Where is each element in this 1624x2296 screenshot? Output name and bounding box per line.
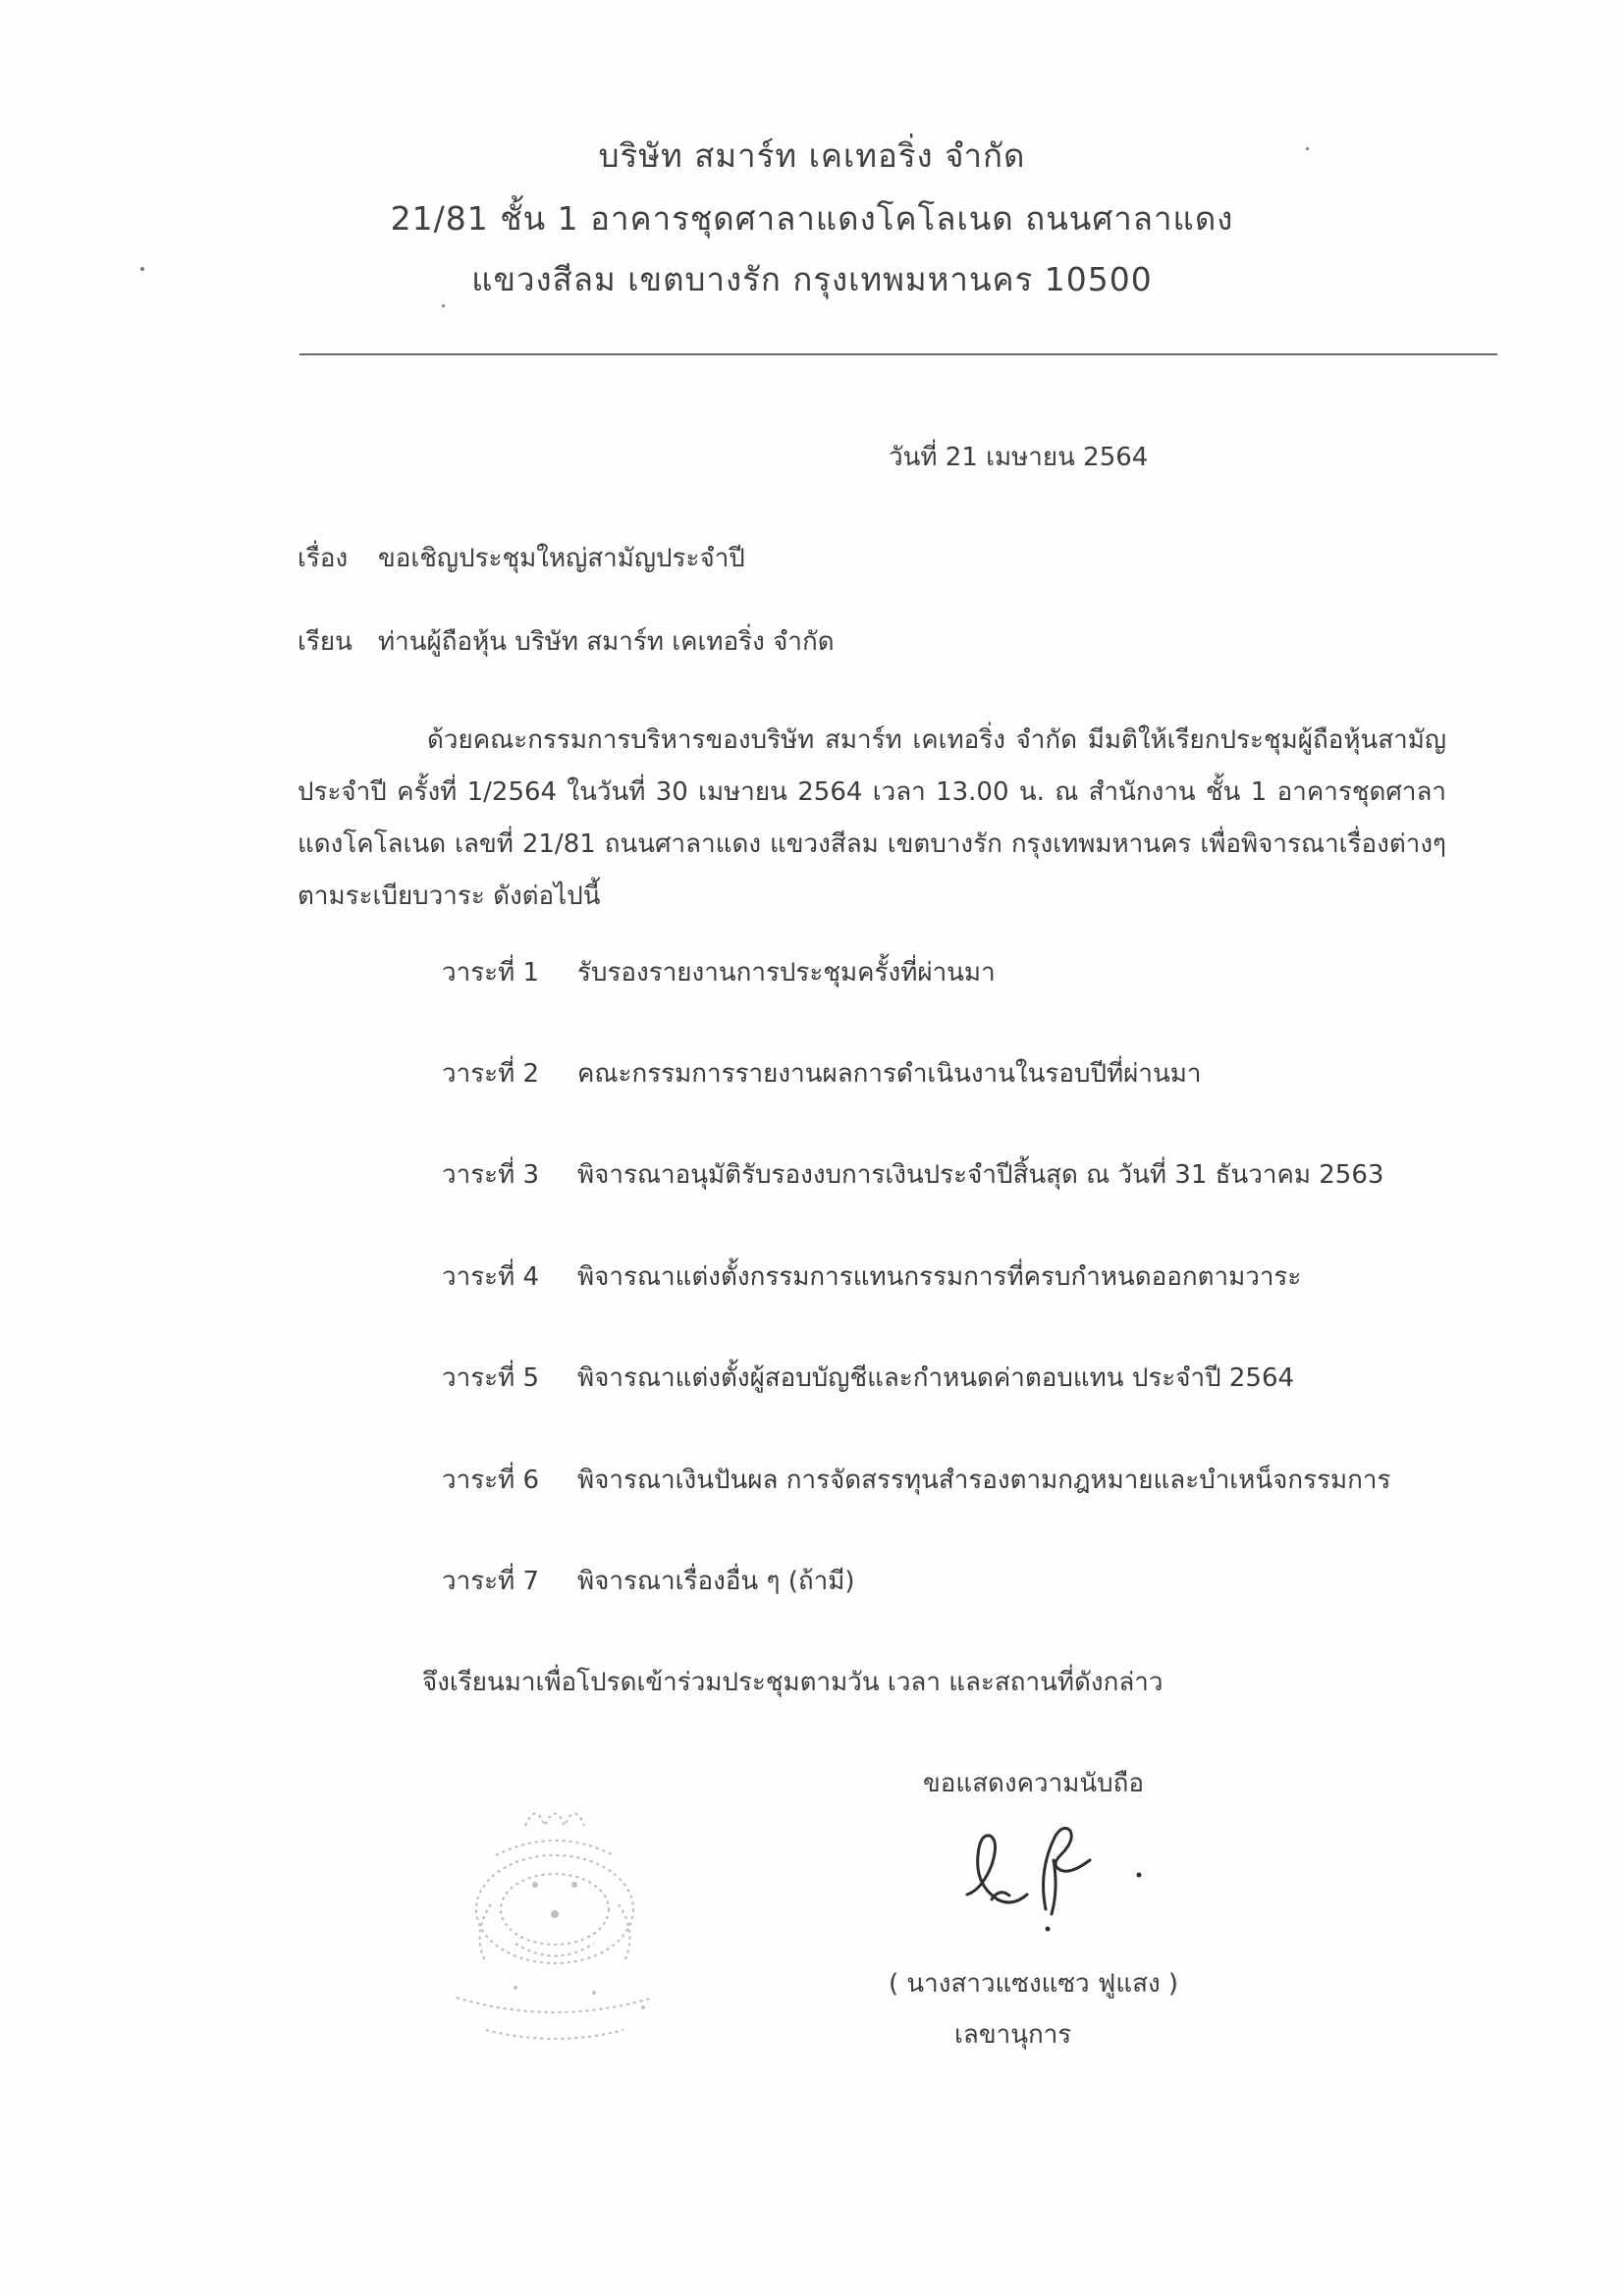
agenda-item-4-number: วาระที่ 4: [442, 1262, 540, 1292]
letter-date: วันที่ 21 เมษายน 2564: [889, 443, 1149, 472]
closing-line: จึงเรียนมาเพื่อโปรดเข้าร่วมประชุมตามวัน เวลา และสถานที่ดังกล่าว: [422, 1668, 1164, 1697]
agenda-item-4-text: พิจารณาแต่งตั้งกรรมการแทนกรรมการที่ครบกำหนดออกตามวาระ: [577, 1262, 1302, 1292]
agenda-item-2-text: คณะกรรมการรายงานผลการดำเนินงานในรอบปีที่ผ่านมา: [577, 1059, 1202, 1089]
agenda-item-6-number: วาระที่ 6: [442, 1466, 540, 1495]
agenda-item-3-text: พิจารณาอนุมัติรับรองงบการเงินประจำปีสิ้นสุด ณ วันที่ 31 ธันวาคม 2563: [577, 1160, 1384, 1190]
company-address-line1: 21/81 ชั้น 1 อาคารชุดศาลาแดงโคโลเนด ถนนศาลาแดง: [390, 199, 1234, 238]
signatory-name: ( นางสาวแซงแซว ฟูแสง ): [889, 1969, 1179, 1999]
header-divider: [299, 353, 1497, 355]
agenda-item-5-text: พิจารณาแต่งตั้งผู้สอบบัญชีและกำหนดค่าตอบแทน ประจำปี 2564: [577, 1363, 1295, 1393]
company-address-line2: แขวงสีลม เขตบางรัก กรุงเทพมหานคร 10500: [471, 260, 1153, 298]
agenda-item-1-number: วาระที่ 1: [442, 958, 540, 988]
scan-speck: [1306, 147, 1309, 150]
agenda-item-7-text: พิจารณาเรื่องอื่น ๆ (ถ้ามี): [577, 1567, 855, 1596]
body-text: ด้วยคณะกรรมการบริหารของบริษัท สมาร์ท เคเทอริ่ง จำกัด มีมติให้เรียกประชุมผู้ถือหุ้นสามัญประจำปี ครั้งที่ 1/2564 ในวันที่ 30 เมษายน 2564 เวลา 13.00 น. ณ สำนักงาน ชั้น 1 อาคารชุดศาลาแดงโคโลเนด เลขที่ 21/81 ถนนศาลาแดง แขวงสีลม เขตบางรัก กรุงเทพมหานคร เพื่อพิจารณาเรื่องต่างๆ ตามระเบียบวาระ ดังต่อไปนี้: [298, 725, 1446, 911]
regards-line: ขอแสดงความนับถือ: [923, 1769, 1144, 1798]
recipient-text: ท่านผู้ถือหุ้น บริษัท สมาร์ท เคเทอริ่ง จำกัด: [378, 627, 835, 657]
body-paragraph: [298, 715, 1446, 923]
agenda-item-7-number: วาระที่ 7: [442, 1567, 540, 1596]
signature-icon: [938, 1801, 1164, 1939]
agenda-item-1-text: รับรองรายงานการประชุมครั้งที่ผ่านมา: [577, 958, 996, 988]
agenda-item-3-number: วาระที่ 3: [442, 1160, 540, 1190]
recipient-label: เรียน: [298, 627, 352, 657]
signatory-title: เลขานุการ: [954, 2020, 1072, 2050]
agenda-item-5-number: วาระที่ 5: [442, 1363, 540, 1393]
agenda-item-6-text: พิจารณาเงินปันผล การจัดสรรทุนสำรองตามกฎหมายและบำเหน็จกรรมการ: [577, 1466, 1391, 1495]
company-name: บริษัท สมาร์ท เคเทอริ่ง จำกัด: [598, 136, 1026, 175]
scan-speck: [140, 267, 144, 271]
agenda-item-2-number: วาระที่ 2: [442, 1059, 540, 1089]
subject-label: เรื่อง: [298, 544, 349, 573]
scan-speck: [442, 304, 445, 307]
subject-text: ขอเชิญประชุมใหญ่สามัญประจำปี: [378, 544, 745, 573]
company-seal-icon: [398, 1787, 722, 2061]
